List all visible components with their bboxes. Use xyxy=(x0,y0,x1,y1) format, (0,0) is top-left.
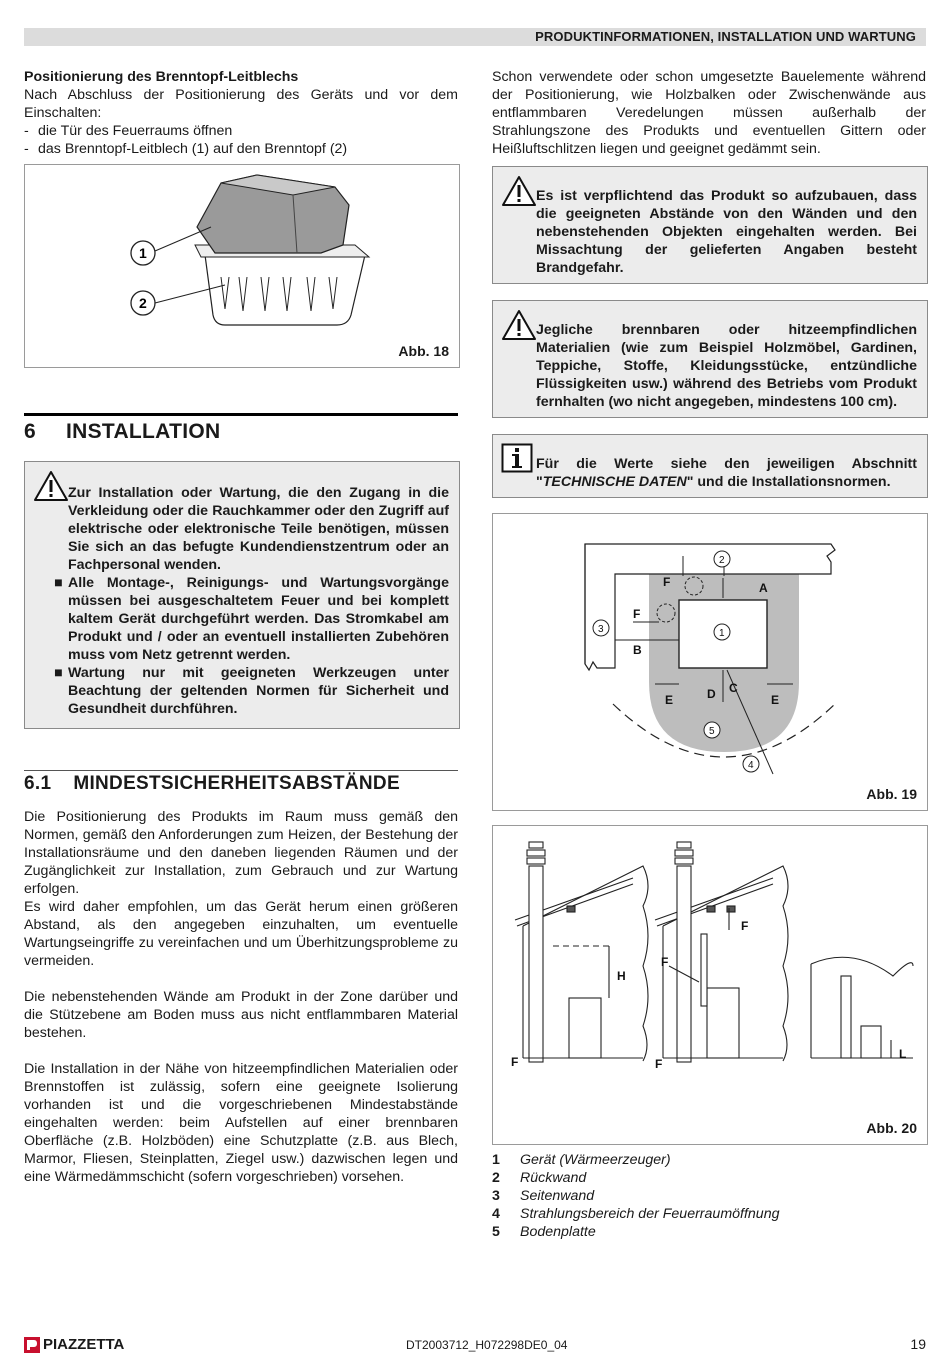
legend-item: 5 Bodenplatte xyxy=(492,1224,596,1240)
legend-item: 1 Gerät (Wärmeerzeuger) xyxy=(492,1152,671,1168)
header-title: PRODUKTINFORMATIONEN, INSTALLATION UND WARTUNG xyxy=(535,29,916,44)
warning-icon xyxy=(501,309,537,341)
dim-letter: F xyxy=(511,1055,519,1069)
dim-letter: E xyxy=(665,693,674,707)
piazzetta-logo-icon xyxy=(24,1337,40,1353)
warning-box-materials xyxy=(492,300,928,418)
warning-text: Jegliche brennbaren oder hitzeempfindlichen Materialien (wie zum Beispiel Holzmöbel, Gardinen, Teppiche, Stoffe, Kleidungsstücke, entzündliche Flüssigkeiten usw.) während des Betriebs vom Produkt fernhalten (wo nicht angegeben, mindestens 100 cm). xyxy=(536,322,917,410)
callout-label: 4 xyxy=(748,760,754,771)
brand-name: PIAZZETTA xyxy=(43,1336,125,1353)
dim-letter: F xyxy=(741,919,749,933)
intro-text: Nach Abschluss der Positionierung des Geräts und vor dem Einschalten: xyxy=(24,87,458,121)
info-icon xyxy=(501,443,533,473)
dim-letter: F xyxy=(663,575,671,589)
brazier-illustration xyxy=(25,165,459,367)
list-item: - die Tür des Feuerraums öffnen xyxy=(24,123,233,139)
brand-logo xyxy=(24,1336,124,1353)
intro-block xyxy=(24,68,458,158)
dim-letter: D xyxy=(707,687,716,701)
dim-letter: B xyxy=(633,643,642,657)
warning-intro: Zur Installation oder Wartung, die den Zugang in die Verkleidung oder die Rauchkammer oder den Zugriff auf elektrische oder elektronische Teile benötigen, müssen Sie sich an das befugte Kundendienstzentrum oder an Fachpersonal wenden. xyxy=(68,485,449,573)
section-number: 6.1 xyxy=(24,773,52,794)
list-item: ■ Wartung nur mit geeigneten Werkzeugen unter Beachtung der geltenden Normen für Sicherheit und Gesundheit durchführen. xyxy=(54,665,449,717)
paragraph: Die Installation in der Nähe von hitzeempfindlichen Materialien oder Brennstoffen ist zulässig, sofern eine geeignete Isolierung vorhanden ist und die vorgeschriebenen Mindestabstände eingehalten werden: beim Aufstellen auf einer brennbaren Oberfläche (z.B. Holzböden) eine Schutzplatte (z.B. aus Blech, Marmor, Fliesen, Steinplatten, Ziegel usw.) dazwischen legen und eine Wärmedämmschicht (sofern vorgeschrieben) vorsehen. xyxy=(24,1061,458,1185)
figure-19 xyxy=(492,513,928,811)
chimney-clearance-diagram xyxy=(493,826,927,1144)
legend-item: 3 Seitenwand xyxy=(492,1188,595,1204)
figure-label: Abb. 19 xyxy=(866,786,917,802)
callout-label: 3 xyxy=(598,624,604,635)
dim-letter: A xyxy=(759,581,768,595)
section-rule xyxy=(24,770,458,771)
section-61-heading xyxy=(24,773,400,795)
warning-icon xyxy=(33,470,69,502)
legend-item: 2 Rückwand xyxy=(492,1170,587,1186)
warning-box-fire xyxy=(492,166,928,284)
callout-label: 1 xyxy=(719,628,725,639)
callout-2-label: 2 xyxy=(139,295,147,311)
figure-legend xyxy=(492,1151,926,1241)
dim-letter: E xyxy=(771,693,780,707)
callout-label: 2 xyxy=(719,555,725,566)
figure-18 xyxy=(24,164,460,368)
dim-letter: H xyxy=(617,969,626,983)
dim-letter: F xyxy=(655,1057,663,1071)
section-title: MINDESTSICHERHEITSABSTÄNDE xyxy=(73,773,400,794)
body-text xyxy=(24,808,458,1186)
right-top-text xyxy=(492,68,926,158)
paragraph: Die nebenstehenden Wände am Produkt in der Zone darüber und die Stützebene am Boden muss aus nicht entflammbaren Material bestehen. xyxy=(24,989,458,1041)
page-number: 19 xyxy=(910,1336,926,1352)
callout-1-label: 1 xyxy=(139,245,147,261)
section-6-heading xyxy=(24,420,220,444)
figure-label: Abb. 18 xyxy=(398,343,449,359)
warning-box xyxy=(24,461,460,729)
warning-text: Es ist verpflichtend das Produkt so aufzubauen, dass die geeigneten Abstände von den Wänden und den nebenstehenden Objekten eingehalten werden. Bei Missachtung der gelieferten Angaben besteht Brandgefahr. xyxy=(536,188,917,276)
section-number: 6 xyxy=(24,420,36,443)
section-title: INSTALLATION xyxy=(65,420,221,443)
list-item: ■ Alle Montage-, Reinigungs- und Wartungsvorgänge müssen bei ausgeschaltetem Feuer und bei komplett kaltem Gerät durchgeführt werden. Das Stromkabel am Produkt und / oder an eventuell installierten Zubehören muss vom Netz getrennt werden. xyxy=(54,575,449,663)
intro-heading: Positionierung des Brenntopf-Leitblechs xyxy=(24,69,299,85)
info-text: Für die Werte siehe den jeweiligen Abschnitt "TECHNISCHE DATEN" und die Installationsnormen. xyxy=(536,456,917,490)
doc-code: DT2003712_H072298DE0_04 xyxy=(406,1338,568,1352)
info-box xyxy=(492,434,928,498)
page-header xyxy=(24,28,926,46)
figure-20 xyxy=(492,825,928,1145)
legend-item: 4 Strahlungsbereich der Feuerraumöffnung xyxy=(492,1206,780,1222)
dim-letter: F xyxy=(633,607,641,621)
paragraph: Es wird daher empfohlen, um das Gerät herum einen größeren Abstand, als den angegeben einzuhalten, um eventuelle Wartungseingriffe zu vereinfachen und um Überhitzungsprobleme zu vermeiden. xyxy=(24,899,458,969)
paragraph: Die Positionierung des Produkts im Raum muss gemäß den Normen, gemäß den Anforderungen zum Heizen, der Bestehung der Installationsräume und den daneben liegenden Räumen und der Zugänglichkeit zur Installation, zum Gebrauch und zur Wartung erfolgen. xyxy=(24,809,458,897)
dim-letter: F xyxy=(661,955,669,969)
dim-letter: C xyxy=(729,681,738,695)
figure-label: Abb. 20 xyxy=(866,1120,917,1136)
section-rule xyxy=(24,413,458,416)
dim-letter: L xyxy=(899,1047,907,1061)
clearance-plan-diagram xyxy=(493,514,927,810)
paragraph: Schon verwendete oder schon umgesetzte Bauelemente während der Positionierung, wie Holzbalken oder Zwischenwände aus entflammbaren Veredelungen müssen außerhalb der Strahlungszone des Produkts und eventuellen Gittern oder Heißluftschlitzen liegen und geeignet gedämmt sein. xyxy=(492,69,926,157)
list-item: - das Brenntopf-Leitblech (1) auf den Brenntopf (2) xyxy=(24,141,348,157)
callout-label: 5 xyxy=(709,726,715,737)
warning-icon xyxy=(501,175,537,207)
